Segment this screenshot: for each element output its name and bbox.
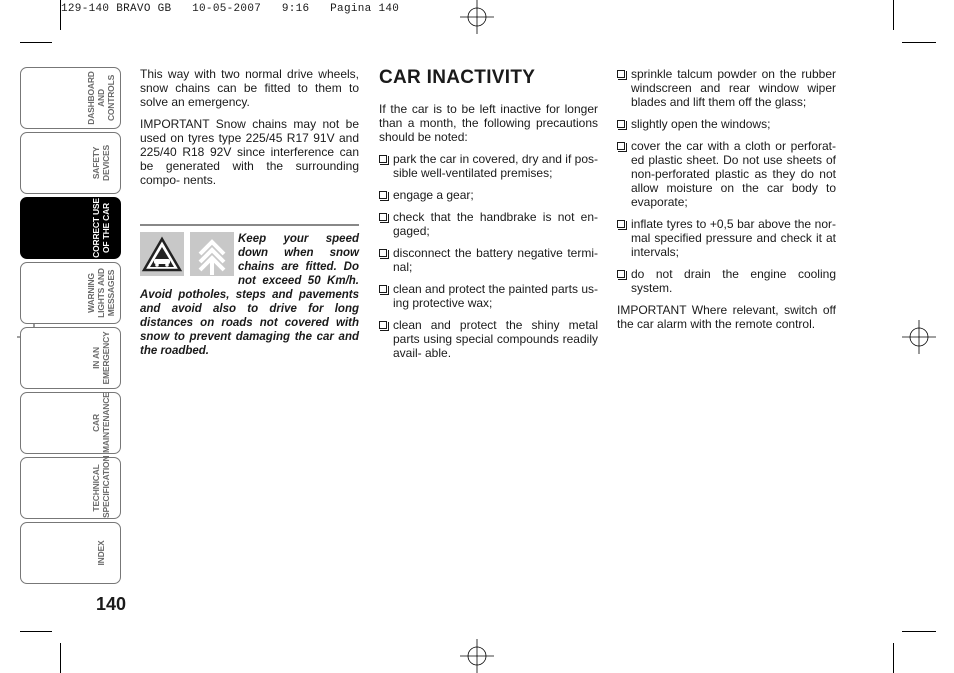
checkbox-bullet-icon [617, 70, 625, 78]
paragraph: This way with two normal drive wheels, snow chains can be fitted to them to solve an emergency. [140, 67, 359, 109]
list-item [617, 117, 836, 131]
list-item [379, 188, 598, 202]
slippery-road-icon [190, 232, 234, 276]
list-item-text: check that the handbrake is not en- gaged; [393, 210, 598, 238]
tab-correct-use-of-the-car[interactable] [20, 197, 121, 259]
list-item [617, 139, 836, 209]
checkbox-bullet-icon [617, 120, 625, 128]
tab-label: IN AN EMERGENCY [90, 331, 111, 385]
list-item-text: engage a gear; [393, 188, 474, 202]
registration-mark-icon [460, 639, 494, 673]
registration-mark-icon [460, 0, 494, 34]
tab-car-maintenance[interactable] [20, 392, 121, 454]
list-item-text: cover the car with a cloth or perforat- ed plastic sheet. Do not use sheets of non-perforated plastic as they do not allow moisture on the car body to evaporate; [631, 139, 836, 209]
list-item [617, 217, 836, 259]
warning-triangle-icon [140, 232, 184, 276]
checkbox-bullet-icon [379, 155, 387, 163]
section-heading: CAR INACTIVITY [379, 67, 536, 88]
tab-warning-lights-and-messages[interactable] [20, 262, 121, 324]
list-item-text: disconnect the battery negative termi- nal; [393, 246, 598, 274]
column-right [617, 67, 836, 339]
list-item [379, 318, 598, 360]
checkbox-bullet-icon [617, 220, 625, 228]
list-item-text: sprinkle talcum powder on the rubber windscreen and rear window wiper blades and lift them off the glass; [631, 67, 836, 109]
list-item [617, 67, 836, 109]
tab-label: TECHNICAL SPECIFICATION [90, 455, 111, 518]
checkbox-bullet-icon [617, 270, 625, 278]
list-item-text: do not drain the engine cooling system. [631, 267, 836, 295]
list-item [617, 267, 836, 295]
checkbox-bullet-icon [379, 191, 387, 199]
tab-dashboard-and-controls[interactable] [20, 67, 121, 129]
checkbox-bullet-icon [617, 142, 625, 150]
warning-note [140, 224, 359, 358]
list-item [379, 282, 598, 310]
list-item-text: inflate tyres to +0,5 bar above the nor- mal specified pressure and check it at intervals; [631, 217, 836, 259]
closing-paragraph: IMPORTANT Where relevant, switch off the car alarm with the remote control. [617, 303, 836, 331]
warning-text: Keep your speed down when snow chains are fitted. Do not exceed 50 Km/h. Avoid potholes, steps and pavements and avoid also to drive for long distances on roads not covered with snow to prevent damaging the car and the roadbed. [140, 233, 359, 357]
list-item [379, 246, 598, 274]
checkbox-bullet-icon [379, 321, 387, 329]
list-item [379, 210, 598, 238]
tab-index[interactable] [20, 522, 121, 584]
checkbox-bullet-icon [379, 249, 387, 257]
intro-paragraph: If the car is to be left inactive for longer than a month, the following precautions should be noted: [379, 102, 598, 144]
page-number: 140 [96, 594, 127, 614]
checkbox-bullet-icon [379, 213, 387, 221]
tab-technical-specification[interactable] [20, 457, 121, 519]
tab-label: INDEX [95, 540, 106, 566]
registration-mark-icon [902, 320, 936, 354]
column-left [140, 67, 359, 195]
paragraph: IMPORTANT Snow chains may not be used on tyres type 225/45 R17 91V and 225/40 R18 92V since interference can be generated with the surrounding compo- nents. [140, 117, 359, 187]
checkbox-bullet-icon [379, 285, 387, 293]
tab-label: DASHBOARD AND CONTROLS [85, 71, 116, 125]
list-item-text: clean and protect the painted parts us- ing protective wax; [393, 282, 598, 310]
list-item-text: clean and protect the shiny metal parts using special compounds readily avail- able. [393, 318, 598, 360]
tab-label: CORRECT USE OF THE CAR [90, 198, 111, 258]
tab-label: SAFETY DEVICES [90, 145, 111, 181]
tab-label: WARNING LIGHTS AND MESSAGES [85, 268, 116, 318]
tab-label: CAR MAINTENANCE [90, 392, 111, 453]
tab-in-an-emergency[interactable] [20, 327, 121, 389]
list-item-text: park the car in covered, dry and if pos- sible well-ventilated premises; [393, 152, 598, 180]
column-middle [379, 67, 598, 368]
print-header: 129-140 BRAVO GB 10-05-2007 9:16 Pagina 140 [61, 3, 400, 15]
list-item-text: slightly open the windows; [631, 117, 771, 131]
tab-safety-devices[interactable] [20, 132, 121, 194]
list-item [379, 152, 598, 180]
